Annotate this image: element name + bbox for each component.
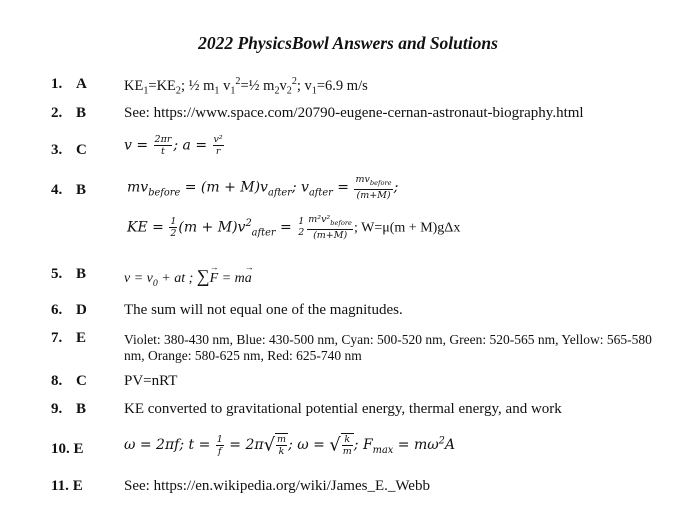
solution-formula: ω = 2πf; t = $\frac{1}{f}$ = 2π√ $\frac{m}{k}$ ; ω = √ $\frac{k}{m}$ ; $F_{max} = m\omega^2A$ xyxy=(124,433,456,457)
solution-formula: $v = v_0$ + at ; ∑→ F = m→ a xyxy=(124,266,252,289)
question-number: 8. xyxy=(51,373,63,389)
answer-letter: A xyxy=(76,76,87,92)
solution-text: The sum will not equal one of the magnitudes. xyxy=(124,302,403,318)
question-number: 4. xyxy=(51,182,63,198)
answer-letter: B xyxy=(76,266,87,282)
answer-letter: B xyxy=(76,401,87,417)
answer-letter: B xyxy=(76,182,87,198)
question-number: 10. E xyxy=(51,441,84,457)
answer-letter: D xyxy=(76,302,87,318)
solution-link[interactable]: See: https://en.wikipedia.org/wiki/James_E._Webb xyxy=(124,478,430,494)
question-number: 7. xyxy=(51,330,63,346)
solution-text: Violet: 380-430 nm, Blue: 430-500 nm, Cyan: 500-520 nm, Green: 520-565 nm, Yellow: 565-580 nm, Orange: 580-625 nm, Red: 625-740 nm xyxy=(124,332,652,363)
solution-formula: $mv_{before} = (m + M)v_{after}$; $v_{after}$ = $\frac{mv_{before}}{(m+M)}$ ; xyxy=(127,174,399,201)
answer-letter: C xyxy=(76,142,87,158)
answer-letter: B xyxy=(76,105,87,121)
question-number: 3. xyxy=(51,142,63,158)
solution-text: KE converted to gravitational potential energy, thermal energy, and work xyxy=(124,401,562,417)
question-number: 9. xyxy=(51,401,63,417)
answer-letter: E xyxy=(76,330,87,346)
solution-link[interactable]: See: https://www.space.com/20790-eugene-cernan-astronaut-biography.html xyxy=(124,105,584,121)
question-number: 11. E xyxy=(51,478,83,494)
question-number: 5. xyxy=(51,266,63,282)
solution-text: $KE_1=KE_2$; ½ $m_1$ $v_1^2=\frac{1}{2}$ $m_2v_2^2$; $v_1=6.9$ m/s xyxy=(124,76,368,97)
solution-formula: KE = $\frac{1}{2}$ $(m + M)v^2_{after}$ = 1 2 $\frac{m^2v^2_{before}}{(m+M)}$ ; W=μ(m + M)gΔx xyxy=(127,214,461,241)
question-number: 6. xyxy=(51,302,63,318)
page-title: 2022 PhysicsBowl Answers and Solutions xyxy=(198,33,498,53)
answer-letter: C xyxy=(76,373,87,389)
solution-formula: v = $\frac{2\pi r}{t}$ ; a = $\frac{\text{v²}}{r}$ xyxy=(124,134,223,157)
solution-text: PV=nRT xyxy=(124,373,178,389)
question-number: 1. xyxy=(51,76,63,92)
question-number: 2. xyxy=(51,105,63,121)
